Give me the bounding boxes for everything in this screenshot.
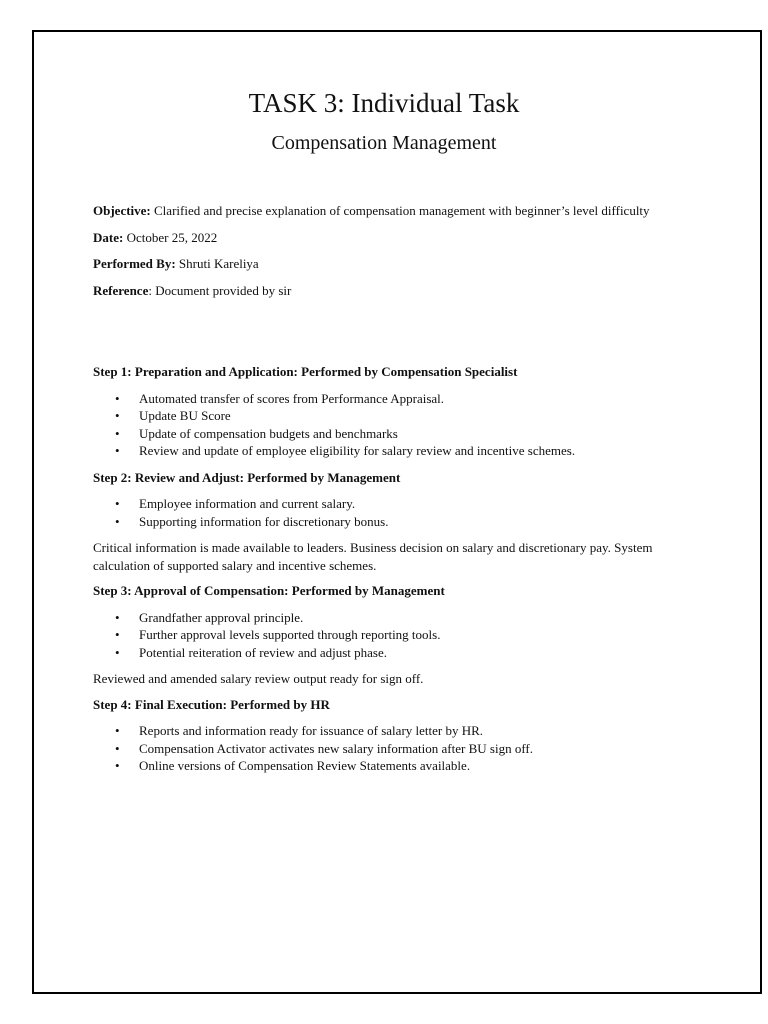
- objective-line: [93, 202, 683, 220]
- bullet-icon: •: [115, 443, 120, 458]
- objective-label: Objective:: [93, 203, 151, 218]
- objective-text: Clarified and precise explanation of compensation management with beginner’s level difficulty: [150, 203, 650, 218]
- bullet-icon: •: [115, 425, 120, 441]
- bullet-icon: •: [115, 496, 120, 511]
- list-item-text: Automated transfer of scores from Performance Appraisal.: [139, 390, 445, 406]
- date-line: [93, 229, 683, 247]
- list-item-text: Potential reiteration of review and adjust phase.: [139, 644, 388, 660]
- list-item: [93, 390, 683, 408]
- step-bullet-list: [93, 609, 683, 662]
- date-label: Date:: [93, 229, 124, 245]
- bullet-icon: •: [115, 627, 120, 642]
- document-subtitle: Compensation Management: [271, 132, 497, 154]
- list-item-text: Further approval levels supported through reporting tools.: [139, 627, 441, 642]
- list-item-text: Grandfather approval principle.: [139, 609, 304, 625]
- list-item-text: Update of compensation budgets and benchmarks: [139, 425, 398, 441]
- list-item-text: Update BU Score: [139, 408, 231, 423]
- list-item-text: Reports and information ready for issuance of salary letter by HR.: [139, 723, 484, 738]
- bullet-icon: •: [115, 390, 120, 406]
- list-item-text: Employee information and current salary.: [139, 496, 356, 511]
- performed-by-text: Shruti Kareliya: [175, 256, 259, 271]
- performed-by-line: [93, 255, 683, 273]
- reference-line: [93, 282, 683, 300]
- step-bullet-list: [93, 495, 683, 530]
- reference-label: Reference: [93, 282, 149, 298]
- section-spacer: [93, 308, 683, 363]
- list-item-text: Review and update of employee eligibility for salary review and incentive schemes.: [139, 443, 576, 458]
- list-item: [93, 644, 683, 662]
- bullet-icon: •: [115, 644, 120, 660]
- step-heading: Step 1: Preparation and Application: Performed by Compensation Specialist: [93, 364, 518, 379]
- list-item: [93, 626, 683, 644]
- list-item: [93, 609, 683, 627]
- list-item-text: Supporting information for discretionary bonus.: [139, 513, 389, 529]
- bullet-icon: •: [115, 758, 120, 773]
- bullet-icon: •: [115, 609, 120, 625]
- step-bullet-list: [93, 390, 683, 460]
- bullet-icon: •: [115, 723, 120, 738]
- step-bullet-list: [93, 722, 683, 775]
- list-item: [93, 442, 683, 460]
- list-item: [93, 740, 683, 758]
- list-item: [93, 407, 683, 425]
- document-body: [93, 202, 683, 784]
- list-item: [93, 495, 683, 513]
- bullet-icon: •: [115, 408, 120, 423]
- list-item-text: Online versions of Compensation Review Statements available.: [139, 758, 471, 773]
- date-text: October 25, 2022: [123, 229, 218, 245]
- list-item: [93, 425, 683, 443]
- list-item-text: Compensation Activator activates new salary information after BU sign off.: [139, 740, 533, 756]
- bullet-icon: •: [115, 513, 120, 529]
- step-heading: Step 4: Final Execution: Performed by HR: [93, 696, 330, 712]
- list-item: [93, 513, 683, 531]
- reference-text: : Document provided by sir: [148, 282, 292, 298]
- list-item: [93, 757, 683, 775]
- step-heading: Step 3: Approval of Compensation: Performed by Management: [93, 583, 445, 598]
- step-heading: Step 2: Review and Adjust: Performed by Management: [93, 469, 401, 485]
- step-paragraph: Reviewed and amended salary review output ready for sign off.: [93, 671, 424, 686]
- list-item: [93, 722, 683, 740]
- bullet-icon: •: [115, 740, 120, 756]
- performed-by-label: Performed By:: [93, 256, 176, 271]
- steps-list: [93, 363, 683, 775]
- document-title: TASK 3: Individual Task: [248, 88, 520, 118]
- step-paragraph: Critical information is made available to leaders. Business decision on salary and discretionary pay. System calculation of supported salary and incentive schemes.: [93, 540, 653, 573]
